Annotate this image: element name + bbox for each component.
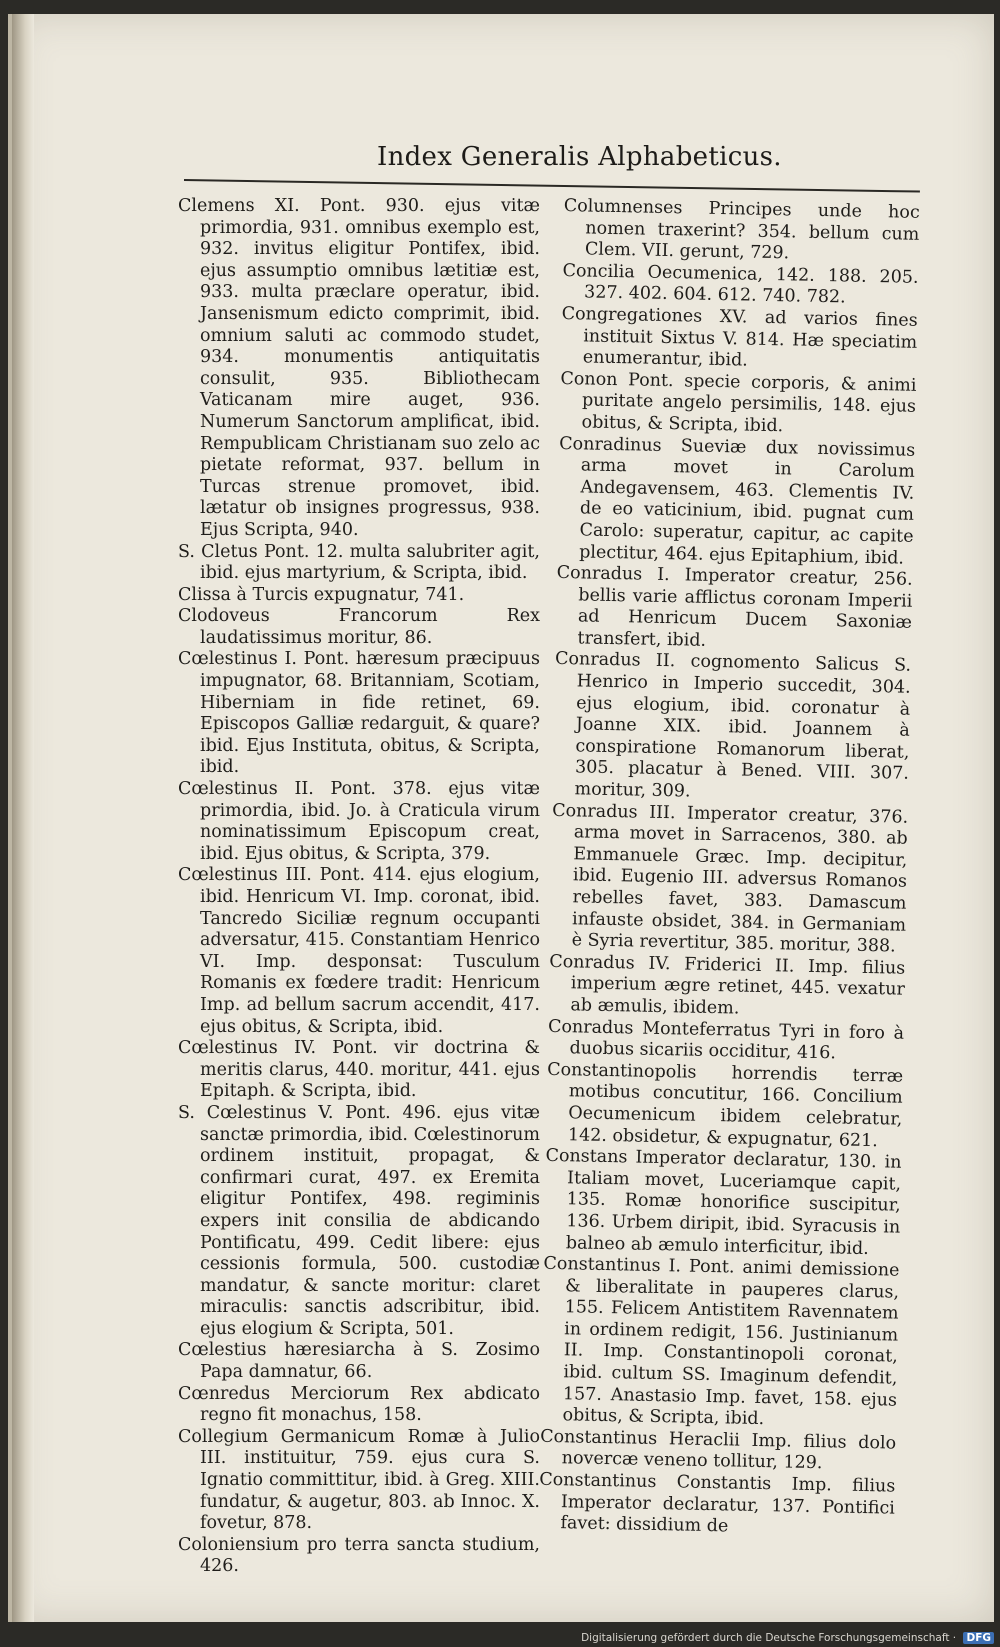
index-entry: Congregationes XV. ad varios fines instituit Sixtus V. 814. Hæ speciatim enumerantur, ibid. <box>561 303 918 371</box>
page-gutter <box>12 14 34 1622</box>
index-entry: Constantinus Heraclii Imp. filius dolo novercæ veneno tollitur, 129. <box>539 1426 897 1474</box>
index-entry: Conradinus Sueviæ dux novissimus arma movet in Carolum Andegavensem, 463. Clementis IV. de eo vaticinium, ibid. pugnat cum Carolo: superatur, capitur, ac capite plectitur, 464. ejus Epitaphium, ibid. <box>559 433 916 569</box>
index-entry: Cœlestinus IV. Pont. vir doctrina & meritis clarus, 440. moritur, 441. ejus Epitaph. & Scripta, ibid. <box>178 1038 540 1102</box>
index-entry: Constantinus Constantis Imp. filius Imperator declaratur, 137. Pontifici favet: dissidium de <box>539 1469 896 1537</box>
index-entry: Conradus I. Imperator creatur, 256. bellis varie afflictus coronam Imperii ad Henricum Ducem Saxoniæ transfert, ibid. <box>556 563 913 651</box>
index-entry: Cœnredus Merciorum Rex abdicato regno fit monachus, 158. <box>178 1383 540 1426</box>
index-entry: Constantinus I. Pont. animi demissione & liberalitate in pauperes clarus, 155. Felicem Antistitem Ravennatem in ordinem redigit, 156. Justinianum II. Imp. Constantinopoli coronat, ibid. cultum SS. Imaginum defendit, 157. Anastasio Imp. favet, 158. ejus obitus, & Scripta, ibid. <box>543 1253 900 1430</box>
index-column-left <box>178 196 540 1578</box>
index-entry: Conradus III. Imperator creatur, 376. arma movet in Sarracenos, 380. ab Emmanuele Græc. Imp. decipitur, ibid. Eugenio III. adversus Romanos rebelles favet, 383. Damascum infauste obsidet, 384. in Germaniam è Syria revertitur, 385. moritur, 388. <box>552 800 909 957</box>
index-entry: Conradus II. cognomento Salicus S. Henrico in Imperio succedit, 304. ejus elogium, ibid. coronatur à Joanne XIX. ibid. Joannem à conspiratione Romanorum liberat, 305. placatur à Bened. VIII. 307. moritur, 309. <box>554 649 912 802</box>
index-entry: Columnenses Principes unde hoc nomen traxerint? 354. bellum cum Clem. VII. gerunt, 729. <box>563 196 920 264</box>
index-entry: Cœlestinus III. Pont. 414. ejus elogium, ibid. Henricum VI. Imp. coronat, ibid. Tancredo Siciliæ regnum occupanti adversatur, 415. Constantiam Henrico VI. Imp. desponsat: Tusculum Romanis ex fœdere tradit: Henricum Imp. ad bellum sacrum accendit, 417. ejus obitus, & Scripta, ibid. <box>178 865 540 1037</box>
index-entry: Conon Pont. specie corporis, & animi puritate angelo persimilis, 148. ejus obitus, & Scripta, ibid. <box>560 368 917 437</box>
credit-text: Digitalisierung gefördert durch die Deutsche Forschungsgemeinschaft · <box>581 1632 957 1644</box>
index-entry: Clodoveus Francorum Rex laudatissimus moritur, 86. <box>178 606 540 648</box>
dfg-logo: DFG <box>963 1632 994 1644</box>
index-entry: Constans Imperator declaratur, 130. in Italiam movet, Luceriamque capit, 135. Romæ honorifice suscipitur, 136. Urbem diripit, ibid. Syracusis in balneo ab æmulo interficitur, ibid. <box>545 1145 902 1259</box>
index-entry: Clemens XI. Pont. 930. ejus vitæ primordia, 931. omnibus exemplo est, 932. invitus eligitur Pontifex, ibid. ejus assumptio omnibus lætitiæ est, 933. multa præclare operatur, ibid. Jansenismum edicto comprimit, ibid. omnium saluti ac commodo studet, 934. monumentis antiquitatis consulit, 935. Bibliothecam Vaticanam mire auget, 936. Numerum Sanctorum amplificat, ibid. Rempublicam Christianam suo zelo ac pietate reformat, 937. bellum in Turcas strenue promovet, ibid. lætatur ob insignes progressus, 938. Ejus Scripta, 940. <box>178 196 540 540</box>
index-entry: Coloniensium pro terra sancta studium, 426. <box>178 1534 540 1577</box>
index-entry: Cœlestinus I. Pont. hæresum præcipuus impugnator, 68. Britanniam, Scotiam, Hiberniam in fide retinet, 69. Episcopos Galliæ redarguit, & quare? ibid. Ejus Instituta, obitus, & Scripta, ibid. <box>178 649 540 778</box>
index-entry: Concilia Oecumenica, 142. 188. 205. 327. 402. 604. 612. 740. 782. <box>562 260 919 308</box>
index-entry: Conradus IV. Friderici II. Imp. filius imperium ægre retinet, 445. vexatur ab æmulis, ibidem. <box>549 951 906 1019</box>
index-entry: Clissa à Turcis expugnatur, 741. <box>178 584 465 605</box>
index-entry: Conradus Monteferratus Tyri in foro à duobus sicariis occiditur, 416. <box>547 1016 905 1064</box>
index-column-right <box>538 196 920 1541</box>
index-entry: S. Cœlestinus V. Pont. 496. ejus vitæ sanctæ primordia, ibid. Cœlestinorum ordinem instituit, propagat, & confirmari curat, 497. ex Eremita eligitur Pontifex, 498. regiminis expers init consilia de abdicando Pontificatu, 499. Cedit libere: ejus cessionis formula, 500. custodiæ mandatur, & sancte moritur: claret miraculis: sanctis adscribitur, ibid. ejus elogium & Scripta, 501. <box>178 1102 540 1339</box>
index-entry: S. Cletus Pont. 12. multa salubriter agit, ibid. ejus martyrium, & Scripta, ibid. <box>178 541 540 584</box>
index-entry: Collegium Germanicum Romæ à Julio III. instituitur, 759. ejus cura S. Ignatio committitur, ibid. à Greg. XIII. fundatur, & augetur, 803. ab Innoc. X. fovetur, 878. <box>178 1426 540 1534</box>
index-entry: Cœlestinus II. Pont. 378. ejus vitæ primordia, ibid. Jo. à Craticula virum nominatissimum Episcopum creat, ibid. Ejus obitus, & Scripta, 379. <box>178 779 540 864</box>
page-header: Index Generalis Alphabeticus. <box>377 142 782 172</box>
book-page <box>8 14 994 1622</box>
header-rule <box>184 179 920 193</box>
index-entry: Cœlestius hæresiarcha à S. Zosimo Papa damnatur, 66. <box>178 1340 540 1383</box>
digitization-credit <box>581 1632 994 1644</box>
index-entry: Constantinopolis horrendis terræ motibus concutitur, 166. Concilium Oecumenicum ibidem celebratur, 142. obsidetur, & expugnatur, 621. <box>547 1059 904 1151</box>
